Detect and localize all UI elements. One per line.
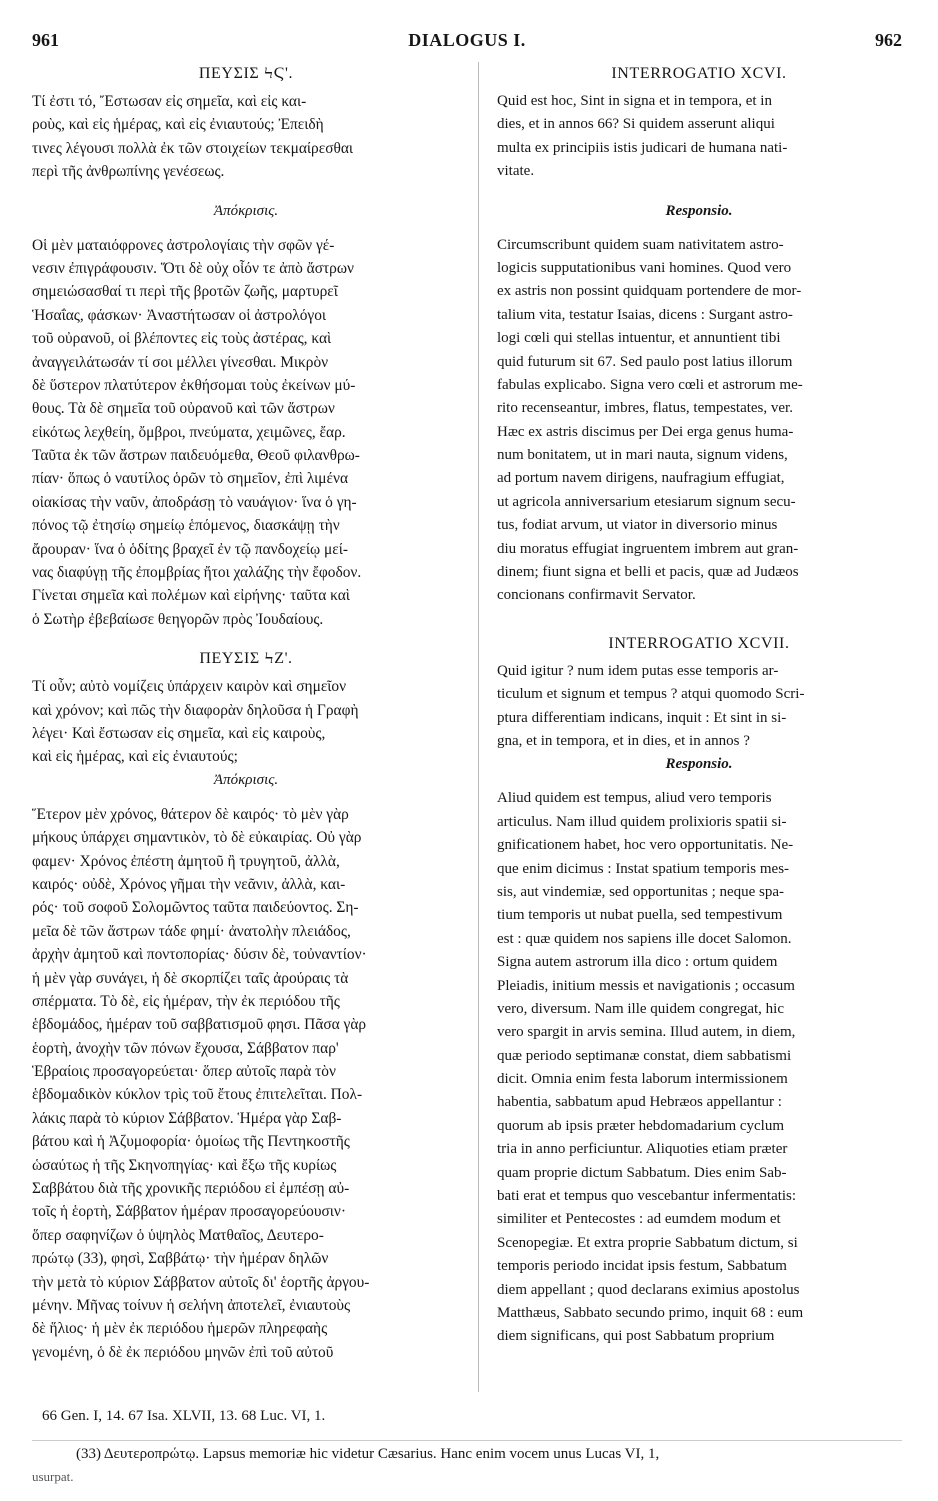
latin-response-96-line: Hæc ex astris discimus per Dei erga genus huma- xyxy=(497,423,794,440)
greek-response-97-line: τοῖς ἡ ἑορτὴ, Σάββατον ἡμέραν προσαγορεύουσιν· xyxy=(32,1203,346,1221)
column-divider xyxy=(478,62,479,1392)
latin-response-96-line: diu moratus effugiat ingruentem imbrem aut gran- xyxy=(497,540,799,557)
greek-response-96-line: νας διαφύγῃ τῆς ἐπομβρίας ἤτοι χαλάζης τὴν ἔφοδον. xyxy=(32,564,362,582)
latin-response-97-line: Scenopegiæ. Et extra proprie Sabbatum dictum, si xyxy=(497,1234,798,1251)
footnote-references: 66 Gen. I, 14. 67 Isa. XLVII, 13. 68 Luc. VI, 1. xyxy=(42,1408,326,1424)
greek-response-96-line: οἰακίσας τὴν ναῦν, ἀποδράσῃ τὸ ναυάγιον· ἵνα ὁ γη- xyxy=(32,493,357,511)
latin-response-97-line: Signa autem astrorum illa dico : ortum quidem xyxy=(497,954,778,971)
latin-response-96-line: quid futurum sit 67. Sed paulo post latius illorum xyxy=(497,353,793,370)
greek-response-97-line: τὴν μετὰ τὸ κύριον Σάββατον αὐτοῖς δι' ἑορτῆς ἀργου- xyxy=(32,1273,370,1291)
greek-spacer xyxy=(32,184,460,200)
latin-response-96-line: num bonitatem, ut in mari nauta, signum videns, xyxy=(497,447,788,464)
greek-question-97-heading: ΠΕΥΣΙΣ ϞΖ'. xyxy=(199,650,293,668)
greek-response-96-line: εἰκότως λεχθείη, ὄμβροι, πνεύματα, χειμῶνες, ἔαρ. xyxy=(32,423,346,441)
latin-response-96-line: dinem; fiunt signa et belli et pacis, quæ ad Judæos xyxy=(497,564,799,581)
greek-response-97-line: ἑορτὴ, ἀνοχὴν τῶν πόνων ἔχουσα, Σάββατον παρ' xyxy=(32,1039,339,1057)
greek-response-97-line: πρώτῳ (33), φησὶ, Σαββάτῳ· τὴν ἡμέραν δηλῶν xyxy=(32,1250,329,1268)
latin-response-97-line: bati erat et tempus quo vescebantur infermentatis: xyxy=(497,1188,797,1205)
greek-response-96-heading: Ἀπόκρισις. xyxy=(213,202,279,219)
latin-response-96-line: concionans confirmavit Servator. xyxy=(497,587,696,604)
greek-question-96-line: περὶ τῆς ἀνθρωπίνης γενέσεως. xyxy=(32,163,225,181)
latin-response-97-line: quam proprie dictum Sabbatum. Dies enim Sab- xyxy=(497,1164,787,1181)
greek-response-97-line: ἑβδομάδος, ἡμέραν τοῦ σαββατισμοῦ φησι. Πᾶσα γὰρ xyxy=(32,1016,367,1034)
greek-response-96-line: πόνος τῷ ἐτησίῳ σημείῳ ἑπόμενος, διασκάψῃ τὴν xyxy=(32,517,340,535)
latin-question-96-line: vitate. xyxy=(497,163,535,180)
latin-question-97-line: ptura differentiam indicans, inquit : Et sint in si- xyxy=(497,709,787,726)
greek-question-97-line: καὶ εἰς ἡμέρας, καὶ εἰς ἐνιαυτούς; xyxy=(32,748,238,766)
latin-response-97-line: diem significans, qui post Sabbatum proprium xyxy=(497,1328,775,1345)
latin-response-97-line: gnificationem habet, hoc vero opportunitatis. Ne- xyxy=(497,837,794,854)
greek-response-97-line: μεῖα δὲ τῶν ἄστρων τάδε φημί· ἀνατολὴν πλειάδος, xyxy=(32,922,351,940)
latin-spacer xyxy=(497,184,901,200)
latin-question-97-line: ticulum et signum et tempus ? atqui quomodo Scri- xyxy=(497,686,805,703)
latin-response-96-line: Circumscribunt quidem suam nativitatem astro- xyxy=(497,236,784,253)
greek-spacer xyxy=(32,631,460,647)
latin-response-96-line: rito recenseantur, imbres, flatus, tempestates, ver. xyxy=(497,400,793,417)
greek-question-96-line: Τί ἐστι τό, Ἔστωσαν εἰς σημεῖα, καὶ εἰς και- xyxy=(32,93,307,110)
greek-question-96-line: ροὺς, καὶ εἰς ἡμέρας, καὶ εἰς ἐνιαυτούς; Ἐπειδὴ xyxy=(32,116,324,134)
greek-response-96-line: ἄρουραν· ἵνα ὁ ὁδίτης βραχεῖ ἐν τῷ πανδοχείῳ μεί- xyxy=(32,540,348,558)
greek-question-96-heading: ΠΕΥΣΙΣ ϞϚ'. xyxy=(198,65,294,82)
latin-response-97-line: sis, aut vindemiæ, sed opportunitas ; neque spa- xyxy=(497,883,785,900)
latin-response-97-line: quæ periodo septimanæ constat, diem sabbatismi xyxy=(497,1047,792,1064)
latin-response-97-line: dicit. Omnia enim festa laborum intermissionem xyxy=(497,1071,788,1088)
running-header xyxy=(32,30,902,60)
latin-response-96-line: ad portum navem dirigens, naufragium effugiat, xyxy=(497,470,785,487)
greek-response-97-line: δὲ ἥλιος· ἡ μὲν ἐκ περιόδου ἡμερῶν πληρεφαὴς xyxy=(32,1320,328,1338)
latin-response-96-heading: Responsio. xyxy=(665,202,733,219)
greek-response-97-line: φαμεν· Χρόνος ἐπέστη ἀμητοῦ ἢ τρυγητοῦ, ἀλλὰ, xyxy=(32,852,340,870)
greek-response-97-line: ἑβδομαδικὸν κύκλον τρὶς τοῦ ἔτους ἐπιτελεῖται. Πολ- xyxy=(32,1086,363,1104)
greek-response-96-line: ὁ Σωτὴρ ἐβεβαίωσε θεηγορῶν πρὸς Ἰουδαίους. xyxy=(32,610,324,628)
latin-response-96-line: tus, fodiat arvum, ut viator in diversorio minus xyxy=(497,517,778,534)
latin-response-97-line: vero, diversum. Nam ille quidem congregat, hic xyxy=(497,1000,784,1017)
greek-response-97-heading: Ἀπόκρισις. xyxy=(213,771,279,788)
latin-response-97-line: que enim dicimus : Instat spatium temporis mes- xyxy=(497,860,790,877)
footnote-rule xyxy=(32,1440,902,1441)
greek-response-97-line: ἡ μὲν γὰρ συνάγει, ἡ δὲ σκορπίζει ταῖς ἀρούραις τὰ xyxy=(32,969,349,987)
greek-response-97-line: σπέρματα. Τὸ δὲ, εἰς ἡμέραν, τὴν ἐκ περιόδου τῆς xyxy=(32,992,340,1010)
greek-response-96-line: πίαν· ὅπως ὁ ναυτίλος ὁρῶν τὸ σημεῖον, ἐπὶ λιμένα xyxy=(32,470,349,488)
greek-response-97-line: μένην. Μῆνας τοίνυν ἡ σελήνη ἀποτελεῖ, ἐνιαυτοὺς xyxy=(32,1296,351,1314)
page-number-right: 962 xyxy=(875,30,902,50)
page-number-left: 961 xyxy=(32,30,59,50)
greek-response-96-line: Ταῦτα ἐκ τῶν ἄστρων παιδευόμεθα, Θεοῦ φιλανθρω- xyxy=(32,447,360,465)
latin-response-96-line: ut agricola anniversarium etesiarum signum secu- xyxy=(497,493,796,510)
greek-response-97-line: Ἑβραίοις προσαγορεύεται· ὅπερ αὐτοῖς παρὰ τὸν xyxy=(32,1063,336,1081)
latin-question-96-line: multa ex principiis istis judicari de humana nati- xyxy=(497,139,788,156)
greek-response-96-line: Γίνεται σημεῖα καὶ πολέμων καὶ εἰρήνης· ταῦτα καὶ xyxy=(32,587,350,605)
greek-response-96-line: θους. Τὰ δὲ σημεῖα τοῦ οὐρανοῦ καὶ τῶν ἄστρων xyxy=(32,400,335,418)
latin-question-96-line: dies, et in annos 66? Si quidem asserunt aliqui xyxy=(497,116,775,133)
greek-response-96-line: ἀναγγειλάτωσάν τί σοι μέλλει γίνεσθαι. Μικρὸν xyxy=(32,353,329,371)
latin-response-97-line: habentia, sabbatum apud Hebræos appellantur : xyxy=(497,1094,782,1111)
latin-response-97-line: similiter et Pentecostes : ad eumdem modum et xyxy=(497,1211,781,1228)
latin-response-96-line: logi cœli qui stellas intuentur, et annuntient tibi xyxy=(497,330,781,347)
latin-response-96-line: logicis supputationibus vani homines. Quod vero xyxy=(497,259,792,276)
greek-response-97-line: Ἕτερον μὲν χρόνος, θάτερον δὲ καιρός· τὸ μὲν γὰρ xyxy=(32,805,349,823)
latin-response-97-line: quorum ab ipsis præter hebdomadarium cyclum xyxy=(497,1117,785,1134)
latin-response-96-line: fabulas explicabo. Signa vero cœli et astrorum me- xyxy=(497,376,803,393)
greek-question-96-line: τινες λέγουσι πολλὰ ἐκ τῶν στοιχείων τεκμαίρεσθαι xyxy=(32,139,354,157)
footnote-33: (33) Δευτεροπρώτῳ. Lapsus memoriæ hic videtur Cæsarius. Hanc enim vocem unus Lucas VI, 1, xyxy=(76,1446,660,1462)
latin-response-97-line: Pleiadis, initium messis et navigationis ; occasum xyxy=(497,977,795,994)
greek-response-97-line: γενομένη, ὁ δὲ ἐκ περιόδου μηνῶν ἐπὶ τοῦ αὐτοῦ xyxy=(32,1343,334,1361)
latin-response-97-line: vero spargit in arvis semina. Illud autem, in diem, xyxy=(497,1024,796,1041)
greek-response-97-line: καιρός· οὐδὲ, Χρόνος γῆμαι τὴν νεᾶνιν, ἀλλὰ, και- xyxy=(32,875,346,893)
greek-response-96-line: δὲ ὕστερον πλατύτερον ἐκθήσομαι τοὺς ἐκείνων μύ- xyxy=(32,376,356,394)
latin-response-96-line: ex astris non possint quidquam portendere de mor- xyxy=(497,283,802,300)
latin-response-97-line: est : quæ quidem nos sapiens ille docet Salomon. xyxy=(497,930,792,947)
latin-column xyxy=(497,62,901,1349)
greek-response-96-line: νεσιν ἐπιγράφουσιν. Ὅτι δὲ οὐχ οἷόν τε ἀπὸ ἄστρων xyxy=(32,259,354,277)
latin-question-97-heading: INTERROGATIO XCVII. xyxy=(608,634,790,652)
latin-response-97-line: tria in anno perficiuntur. Aliquoties etiam præter xyxy=(497,1141,788,1158)
latin-spacer xyxy=(497,608,901,632)
greek-response-96-line: τοῦ οὐρανοῦ, οἱ βλέποντες εἰς τοὺς ἀστέρας, καὶ xyxy=(32,330,332,348)
greek-response-96-line: Οἱ μὲν ματαιόφρονες ἀστρολογίαις τὴν σφῶν γέ- xyxy=(32,236,335,254)
footnote-33-continuation: usurpat. xyxy=(32,1469,74,1484)
greek-response-97-line: ὅπερ σαφηνίζων ὁ ὑψηλὸς Ματθαῖος, Δευτερο- xyxy=(32,1226,324,1244)
latin-response-97-line: Aliud quidem est tempus, aliud vero temporis xyxy=(497,790,772,807)
greek-response-97-line: Σαββάτου διὰ τῆς χρονικῆς περιόδου εἰ ἐμπέσῃ αὐ- xyxy=(32,1180,350,1198)
greek-response-96-line: σημειώσασθαί τι περὶ τῆς βροτῶν ζωῆς, μαρτυρεῖ xyxy=(32,283,338,301)
greek-response-97-line: λάκις παρὰ τὸ κύριον Σάββατον. Ἡμέρα γὰρ Σαβ- xyxy=(32,1109,342,1127)
greek-question-97-line: καὶ χρόνον; καὶ πῶς τὴν διαφορὰν δηλοῦσα ἡ Γραφὴ xyxy=(32,701,359,719)
latin-question-96-line: Quid est hoc, Sint in signa et in tempora, et in xyxy=(497,93,772,109)
latin-response-97-line: tium temporis ut nubat puella, sed tempestivum xyxy=(497,907,783,924)
greek-response-97-line: ὡσαύτως ἡ τῆς Σκηνοπηγίας· καὶ ἔξω τῆς κυρίως xyxy=(32,1156,337,1174)
latin-question-97-line: Quid igitur ? num idem putas esse temporis ar- xyxy=(497,662,779,679)
greek-question-97-line: λέγει· Καὶ ἔστωσαν εἰς σημεῖα, καὶ εἰς καιροὺς, xyxy=(32,724,326,742)
greek-column xyxy=(32,62,460,1364)
greek-question-97-line: Τί οὖν; αὐτὸ νομίζεις ὑπάρχειν καιρὸν καὶ σημεῖον xyxy=(32,678,347,696)
greek-response-97-line: βάτου καὶ ἡ Ἀζυμοφορία· ὁμοίως τῆς Πεντηκοστῆς xyxy=(32,1133,350,1151)
latin-response-96-line: talium vita, testatur Isaias, dicens : Surgant astro- xyxy=(497,306,793,323)
latin-response-97-line: articulus. Nam illud quidem prolixioris spatii si- xyxy=(497,813,787,830)
greek-response-97-line: ρός· τοῦ σοφοῦ Σολομῶντος ταῦτα παιδεύοντος. Ση- xyxy=(32,899,359,917)
latin-response-97-line: temporis periodo incidat ipsis festum, Sabbatum xyxy=(497,1258,787,1275)
greek-response-96-line: Ἡσαΐας, φάσκων· Ἀναστήτωσαν οἱ ἀστρολόγοι xyxy=(32,306,327,324)
latin-question-96-heading: INTERROGATIO XCVI. xyxy=(611,65,787,82)
latin-response-97-line: diem appellant ; quod declarans eximius apostolus xyxy=(497,1281,800,1298)
latin-response-97-line: Matthæus, Sabbato secundo primo, inquit 68 : eum xyxy=(497,1304,804,1321)
latin-question-97-line: gna, et in tempora, et in dies, et in annos ? xyxy=(497,732,750,749)
running-title: DIALOGUS I. xyxy=(408,30,526,50)
greek-response-97-line: μήκους ὑπάρχει σημαντικὸν, τὸ δὲ εὐκαιρίας. Οὐ γὰρ xyxy=(32,829,362,847)
greek-response-97-line: ἀρχὴν ἀμητοῦ καὶ ποντοπορίας· δύσιν δὲ, τοὐναντίον· xyxy=(32,946,367,964)
latin-response-97-heading: Responsio. xyxy=(665,756,733,773)
